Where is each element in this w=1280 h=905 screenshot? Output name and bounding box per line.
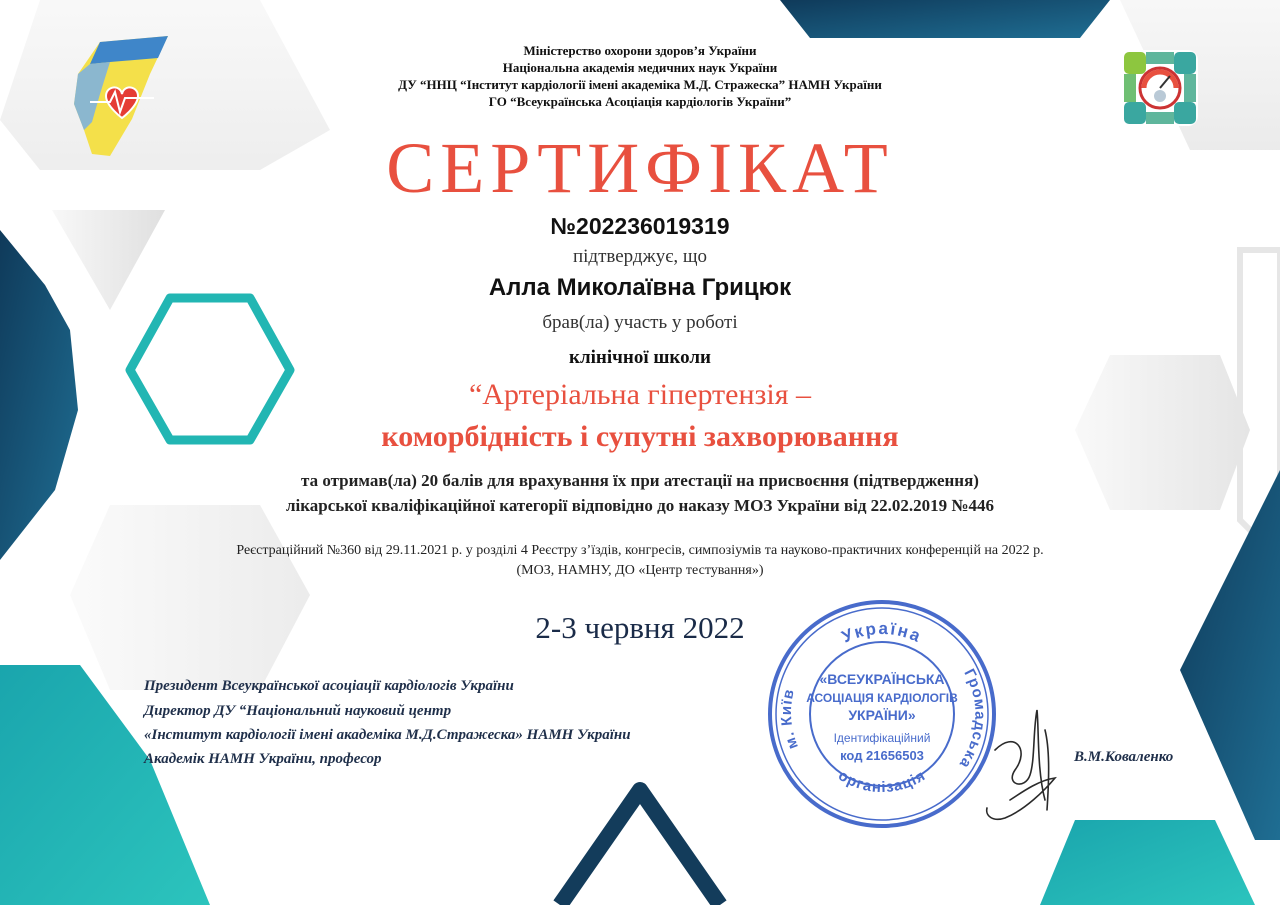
signatory-title-4: Академік НАМН України, професор — [144, 751, 382, 767]
stamp-inner-1: «ВСЕУКРАЇНСЬКА — [819, 671, 945, 687]
stamp-text-left: м. Київ — [777, 687, 802, 752]
points-line-1: та отримав(ла) 20 балів для врахування їх при атестації на присвоєння (підтвердження) — [301, 471, 979, 490]
stamp-text-top: Україна — [839, 618, 926, 647]
stamp-text-right: Громадська — [955, 666, 989, 772]
event-date: 2-3 червня 2022 — [535, 610, 745, 645]
registration-line-2: (МОЗ, НАМНУ, ДО «Центр тестування») — [516, 563, 764, 578]
header-line-association: ГО “Всеукраїнська Асоціація кардіологів України” — [488, 94, 792, 109]
svg-text:організація — [835, 767, 929, 796]
stamp-text-bottom: організація — [835, 766, 929, 797]
certificate-number: №202236019319 — [550, 213, 730, 239]
header-line-ministry: Міністерство охорони здоров’я України — [523, 43, 757, 58]
signatory-title-1: Президент Всеукраїнської асоціації кардіологів України — [144, 678, 514, 694]
header-line-institute: ДУ “ННЦ “Інститут кардіології імені академіка М.Д. Стражеска” НАМН України — [398, 77, 882, 92]
participation-text: брав(ла) участь у роботі — [542, 312, 738, 333]
topic-line-1: “Артеріальна гіпертензія – — [468, 378, 812, 411]
recipient-name: Алла Миколаївна Грицюк — [488, 274, 792, 301]
signatory-title-3: «Інститут кардіології імені академіка М.Д.Стражеска» НАМН України — [144, 727, 631, 743]
stamp-inner-2: АСОЦІАЦІЯ КАРДІОЛОГІВ — [806, 691, 958, 705]
confirms-text: підтверджує, що — [572, 246, 708, 267]
certificate-title: СЕРТИФІКАТ — [386, 128, 894, 208]
signer-name: В.М.Коваленко — [1074, 749, 1174, 765]
organization-stamp — [764, 596, 1000, 832]
signatory-title-2: Директор ДУ “Національний науковий центр — [144, 703, 452, 719]
header-line-academy: Національна академія медичних наук України — [502, 60, 778, 75]
stamp-inner-4: Ідентифікаційний — [833, 731, 931, 745]
stamp-inner-3: УКРАЇНИ» — [848, 707, 916, 723]
school-label: клінічної школи — [569, 347, 711, 368]
svg-text:м. Київ — [778, 687, 802, 751]
points-line-2: лікарської кваліфікаційної категорії відповідно до наказу МОЗ України від 22.02.2019 №446 — [285, 496, 995, 515]
registration-line-1: Реєстраційний №360 від 29.11.2021 р. у розділі 4 Реєстру з’їздів, конгресів, симпозіумів та науково-практичних конференцій на 2022 р. — [236, 543, 1044, 558]
stamp-inner-5: код 21656503 — [840, 748, 924, 763]
topic-line-2: коморбідність і супутні захворювання — [381, 420, 899, 453]
